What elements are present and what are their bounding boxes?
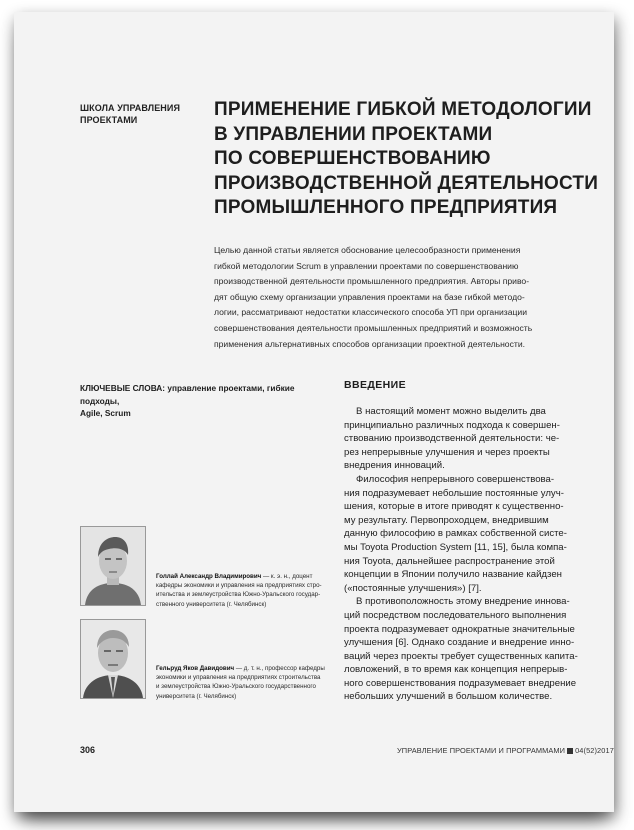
journal-page xyxy=(14,12,614,812)
body-line: ствованию производственной деятельности: че- xyxy=(344,433,560,445)
abstract-line: применения альтернативных способов организации проектной деятельности. xyxy=(214,338,526,349)
title-line: ПРОИЗВОДСТВЕННОЙ ДЕЯТЕЛЬНОСТИ xyxy=(214,172,599,194)
section-label-line: ПРОЕКТАМИ xyxy=(80,115,138,125)
author-bio-line: кафедры экономики и управления на предприятиях стро- xyxy=(156,582,322,590)
journal-footer xyxy=(397,746,614,755)
author-portrait xyxy=(81,527,145,605)
author-portrait xyxy=(81,620,145,698)
square-bullet-icon xyxy=(567,748,573,754)
author-bio xyxy=(156,664,342,701)
body-line: ваций через проекты требует существенных капита- xyxy=(344,650,578,662)
abstract-line: логии, рассматривают недостатки классического способа УП при организации xyxy=(214,307,527,318)
journal-name: УПРАВЛЕНИЕ ПРОЕКТАМИ И ПРОГРАММАМИ xyxy=(397,746,566,755)
body-line: ловложений, в то время как концепция непрерыв- xyxy=(344,664,568,676)
author-name: Голлай Александр Владимирович xyxy=(156,573,262,580)
abstract-line: совершенствования деятельности промышленных предприятий и возможность xyxy=(214,322,533,333)
author-bio-line: — д. т. н., профессор кафедры xyxy=(234,665,325,672)
body-line: («постоянные улучшения») [7]. xyxy=(344,582,482,594)
body-line: му результату. Первопроходцем, внедрившим xyxy=(344,514,549,526)
body-line: концепции в Японии получило название кайдзен xyxy=(344,569,562,581)
body-line: ций посредством последовательного выполнения xyxy=(344,609,567,621)
keywords xyxy=(80,382,330,420)
article-title xyxy=(214,98,599,221)
author-bio-line: университета (г. Челябинск) xyxy=(156,692,237,700)
body-line: данную философию в рамках собственной систе- xyxy=(344,528,567,540)
body-line: В противоположность этому внедрение иннова- xyxy=(356,596,570,608)
author-bio-line: и землеустройства Южно-Уральского государственного xyxy=(156,683,316,691)
keywords-line: КЛЮЧЕВЫЕ СЛОВА: управление проектами, гибкие подходы, xyxy=(80,383,295,406)
body-line: принципиально различных подхода к совершен- xyxy=(344,419,560,431)
keywords-line: Agile, Scrum xyxy=(80,408,131,418)
body-line: ного совершенствования подразумевает внедрение xyxy=(344,677,577,689)
body-line: небольших улучшений в большом количестве. xyxy=(344,691,553,703)
body-line: ния Toyota, дальнейшее распространение этой xyxy=(344,555,555,567)
body-line: внедрения инноваций. xyxy=(344,460,445,472)
abstract-line: Целью данной статьи является обоснование целесообразности применения xyxy=(214,245,521,255)
title-line: ПРОМЫШЛЕННОГО ПРЕДПРИЯТИЯ xyxy=(214,197,558,218)
author-photo xyxy=(80,526,146,606)
author-photo xyxy=(80,619,146,699)
body-line: В настоящий момент можно выделить два xyxy=(356,406,546,417)
title-line: ПРИМЕНЕНИЕ ГИБКОЙ МЕТОДОЛОГИИ xyxy=(214,99,592,120)
intro-body xyxy=(344,405,594,704)
abstract xyxy=(214,243,586,352)
abstract-line: гибкой методологии Scrum в управлении проектами по совершенствованию xyxy=(214,260,519,271)
body-line: Философия непрерывного совершенствова- xyxy=(356,473,555,485)
intro-heading: ВВЕДЕНИЕ xyxy=(344,379,406,391)
author-bio xyxy=(156,572,342,609)
abstract-line: производственной деятельности промышленного предприятия. Авторы приво- xyxy=(214,276,530,287)
author-bio-line: экономики и управления на предприятиях строительства xyxy=(156,674,321,682)
body-line: улучшения [6]. Однако создание и внедрение инно- xyxy=(344,637,575,649)
author-bio-line: ительства и землеустройства Южно-Уральского государ- xyxy=(156,591,321,599)
section-label xyxy=(80,102,190,126)
title-line: В УПРАВЛЕНИИ ПРОЕКТАМИ xyxy=(214,123,493,145)
body-line: проекта подразумевает однократные значительные xyxy=(344,623,575,635)
body-line: мы Toyota Production System [11, 15], была компа- xyxy=(344,541,567,553)
author-name: Гельруд Яков Давидович xyxy=(156,665,235,672)
author-bio-line: ственного университета (г. Челябинск) xyxy=(156,600,267,608)
page-number: 306 xyxy=(80,745,96,755)
body-line: рез непрерывные улучшения и через проекты xyxy=(344,446,550,458)
journal-issue: 04(52)2017 xyxy=(575,746,614,755)
body-line: ния подразумевает небольшие постоянные улуч- xyxy=(344,487,564,499)
title-line: ПО СОВЕРШЕНСТВОВАНИЮ xyxy=(214,148,491,169)
body-line: шения, которые в итоге приводят к существенно- xyxy=(344,501,564,513)
abstract-line: дят общую схему организации управления проектами на базе гибкой методо- xyxy=(214,291,525,302)
section-label-line: ШКОЛА УПРАВЛЕНИЯ xyxy=(80,103,181,113)
author-bio-line: — к. э. н., доцент xyxy=(261,573,313,580)
